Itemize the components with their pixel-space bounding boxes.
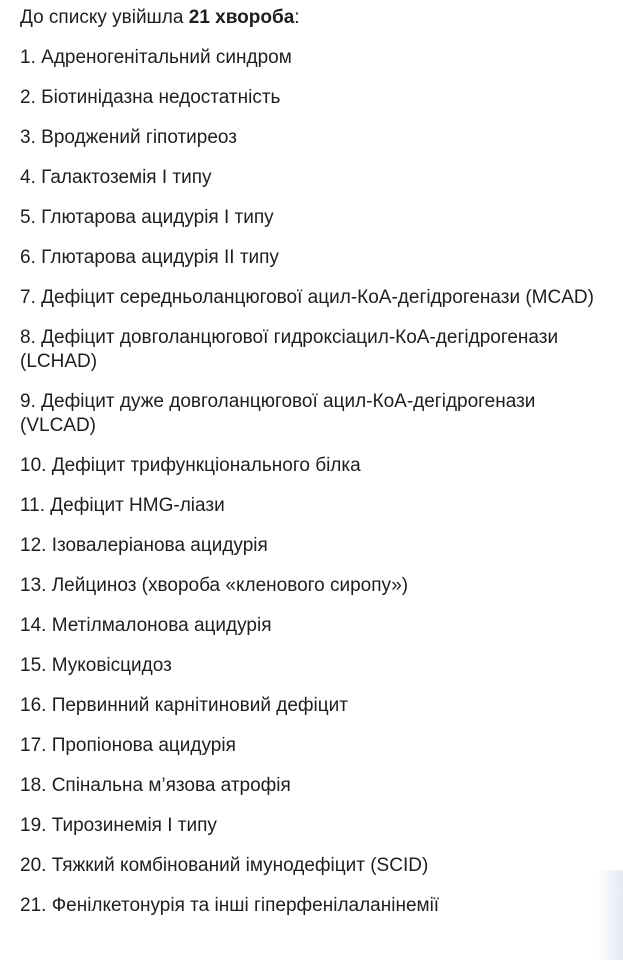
list-item (20, 814, 615, 838)
list-item-number: 21. (20, 895, 47, 916)
list-item-number: 3. (20, 127, 36, 148)
list-item-number: 13. (20, 575, 47, 596)
list-item-number: 4. (20, 167, 36, 188)
list-item (20, 894, 615, 918)
intro-text (20, 6, 615, 30)
list-item-text: Спінальна м’язова атрофія (51, 775, 291, 796)
list-item (20, 126, 615, 150)
list-item-number: 2. (20, 87, 36, 108)
list-item-number: 16. (20, 695, 47, 716)
list-item-number: 19. (20, 815, 47, 836)
list-item (20, 166, 615, 190)
list-item (20, 390, 615, 438)
list-item-text: Вроджений гіпотиреоз (41, 127, 237, 148)
list-item (20, 454, 615, 478)
list-item-text: Первинний карнітиновий дефіцит (51, 695, 348, 716)
list-item-number: 8. (20, 327, 36, 348)
list-item-number: 11. (20, 495, 46, 516)
list-item (20, 534, 615, 558)
list-item-text: Біотинідазна недостатність (41, 87, 281, 108)
list-item-text: Ізовалеріанова ацидурія (51, 535, 268, 556)
list-item (20, 774, 615, 798)
list-item-text: Лейциноз (хвороба «кленового сиропу») (51, 575, 409, 596)
list-item-text: Галактоземія І типу (41, 167, 212, 188)
list-item (20, 46, 615, 70)
list-item (20, 854, 615, 878)
list-item (20, 86, 615, 110)
list-item (20, 574, 615, 598)
list-item (20, 734, 615, 758)
list-item-text: Дефіцит дуже довголанцюгової ацил-КоА-дегідрогенази (VLCAD) (20, 391, 536, 436)
disease-list (20, 46, 615, 918)
list-item (20, 206, 615, 230)
list-item-number: 7. (20, 287, 36, 308)
list-item-text: Тирозинемія І типу (51, 815, 217, 836)
list-item-text: Адреногенітальний синдром (41, 47, 292, 68)
list-item-text: Глютарова ацидурія І типу (41, 207, 274, 228)
list-item (20, 654, 615, 678)
list-item-text: Метілмалонова ацидурія (51, 615, 272, 636)
list-item-text: Пропіонова ацидурія (51, 735, 236, 756)
list-item-text: Глютарова ацидурія ІІ типу (41, 247, 279, 268)
intro-count: 21 хвороба (188, 7, 295, 28)
list-item (20, 694, 615, 718)
list-item-text: Муковісцидоз (51, 655, 172, 676)
list-item (20, 326, 615, 374)
list-item-number: 6. (20, 247, 36, 268)
list-item-text: Тяжкий комбінований імунодефіцит (SCID) (51, 855, 429, 876)
edge-shadow (597, 870, 623, 960)
list-item-number: 9. (20, 391, 36, 412)
list-item-number: 10. (20, 455, 47, 476)
list-item-text: Дефіцит HMG-ліази (50, 495, 225, 516)
document (20, 0, 615, 918)
list-item (20, 614, 615, 638)
list-item-number: 18. (20, 775, 47, 796)
list-item-text: Дефіцит довголанцюгової гидроксіацил-КоА-дегідрогенази (LCHAD) (20, 327, 559, 372)
list-item (20, 286, 615, 310)
list-item (20, 494, 615, 518)
list-item-text: Дефіцит середньоланцюгової ацил-КоА-дегідрогенази (MCAD) (41, 287, 594, 308)
list-item-number: 17. (20, 735, 47, 756)
intro-prefix: До списку увійшла (20, 7, 189, 28)
list-item-number: 20. (20, 855, 47, 876)
list-item-number: 12. (20, 535, 47, 556)
list-item-number: 1. (20, 47, 36, 68)
intro-suffix: : (294, 7, 300, 28)
list-item-text: Фенілкетонурія та інші гіперфенілаланінемії (51, 895, 440, 916)
list-item (20, 246, 615, 270)
list-item-number: 14. (20, 615, 47, 636)
list-item-text: Дефіцит трифункціонального білка (51, 455, 361, 476)
list-item-number: 5. (20, 207, 36, 228)
list-item-number: 15. (20, 655, 47, 676)
